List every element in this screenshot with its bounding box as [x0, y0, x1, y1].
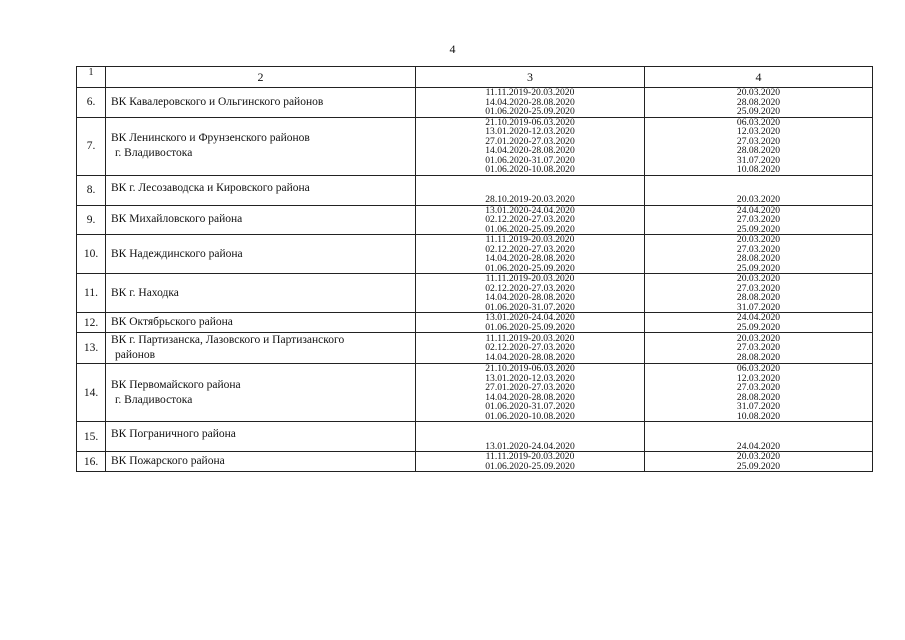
deadline-cell — [645, 88, 873, 118]
row-number: 15. — [77, 422, 106, 452]
period-cell — [416, 274, 645, 313]
period-line: 27.01.2020-27.03.2020 — [485, 135, 575, 147]
row-number: 7. — [77, 117, 106, 175]
table-row — [77, 333, 873, 364]
commission-name — [106, 117, 416, 175]
deadline-line: 25.09.2020 — [736, 321, 781, 333]
period-line: 14.04.2020-28.08.2020 — [485, 145, 575, 156]
deadline-line: 25.09.2020 — [736, 262, 781, 274]
deadline-line: 31.07.2020 — [736, 154, 781, 166]
header-col-1: 1 — [77, 67, 106, 88]
commission-name-line: ВК г. Находка — [111, 286, 179, 299]
period-line: 14.04.2020-28.08.2020 — [485, 96, 575, 108]
deadline-line: 20.03.2020 — [736, 332, 781, 344]
deadline-line: 28.08.2020 — [736, 253, 781, 264]
table-row — [77, 175, 873, 205]
period-line: 27.01.2020-27.03.2020 — [485, 382, 575, 393]
deadline-line: 25.09.2020 — [736, 460, 781, 472]
table-row — [77, 274, 873, 313]
period-line: 28.10.2019-20.03.2020 — [485, 194, 575, 205]
deadline-line: 28.08.2020 — [736, 391, 781, 403]
commission-name — [106, 88, 416, 118]
row-number: 10. — [77, 235, 106, 274]
deadline-line: 06.03.2020 — [736, 363, 781, 374]
commission-name — [106, 235, 416, 274]
period-line: 13.01.2020-24.04.2020 — [485, 440, 575, 452]
deadline-line: 24.04.2020 — [736, 312, 781, 323]
row-number: 8. — [77, 175, 106, 205]
period-line: 13.01.2020-12.03.2020 — [485, 372, 575, 384]
period-cell — [416, 235, 645, 274]
period-line: 14.04.2020-28.08.2020 — [485, 351, 575, 363]
commission-name — [106, 364, 416, 422]
row-number: 16. — [77, 452, 106, 472]
table-row — [77, 235, 873, 274]
deadline-line: 27.03.2020 — [736, 282, 781, 294]
deadline-cell — [645, 117, 873, 175]
table-row — [77, 452, 873, 472]
period-line: 11.11.2019-20.03.2020 — [485, 234, 575, 245]
period-line: 01.06.2020-31.07.2020 — [485, 401, 575, 412]
commission-name-line: ВК Михайловского района — [111, 213, 243, 226]
deadline-line: 20.03.2020 — [736, 87, 781, 98]
period-line: 14.04.2020-28.08.2020 — [485, 292, 575, 303]
period-cell — [416, 452, 645, 472]
period-line: 01.06.2020-25.09.2020 — [485, 106, 575, 117]
commission-name-line: ВК г. Лесозаводска и Кировского района — [111, 181, 310, 194]
deadline-line: 31.07.2020 — [736, 301, 781, 313]
row-number: 14. — [77, 364, 106, 422]
deadline-line: 10.08.2020 — [736, 410, 781, 422]
deadline-line: 28.08.2020 — [736, 145, 781, 156]
table-row — [77, 313, 873, 333]
period-line: 01.06.2020-25.09.2020 — [485, 262, 575, 274]
commission-name-line: ВК Пожарского района — [111, 455, 225, 467]
period-line: 14.04.2020-28.08.2020 — [485, 253, 575, 264]
deadline-cell — [645, 333, 873, 364]
deadline-line: 27.03.2020 — [736, 214, 781, 225]
period-cell — [416, 364, 645, 422]
period-cell — [416, 205, 645, 235]
period-cell — [416, 175, 645, 205]
commission-name — [106, 313, 416, 333]
deadline-line: 27.03.2020 — [736, 135, 781, 147]
deadline-line: 25.09.2020 — [736, 106, 781, 117]
period-line: 01.06.2020-31.07.2020 — [485, 301, 575, 313]
table-row — [77, 117, 873, 175]
period-line: 02.12.2020-27.03.2020 — [485, 342, 575, 354]
deadline-line: 12.03.2020 — [736, 372, 781, 384]
period-line: 11.11.2019-20.03.2020 — [485, 87, 575, 98]
deadline-line: 24.04.2020 — [736, 440, 781, 452]
header-col-3: 3 — [416, 67, 645, 88]
deadline-line: 27.03.2020 — [736, 382, 781, 393]
period-cell — [416, 88, 645, 118]
deadline-line: 20.03.2020 — [736, 194, 781, 205]
commission-name — [106, 205, 416, 235]
table-row — [77, 88, 873, 118]
period-line: 01.06.2020-10.08.2020 — [485, 410, 575, 422]
period-cell — [416, 333, 645, 364]
deadline-line: 20.03.2020 — [736, 234, 781, 245]
period-line: 11.11.2019-20.03.2020 — [485, 273, 575, 284]
period-line: 13.01.2020-24.04.2020 — [485, 312, 575, 323]
commission-name-line: ВК Ленинского и Фрунзенского районов — [111, 132, 310, 144]
deadline-line: 10.08.2020 — [736, 164, 781, 175]
deadline-line: 06.03.2020 — [736, 116, 781, 128]
commission-name-line: ВК Пограничного района — [111, 428, 236, 440]
row-number: 13. — [77, 333, 106, 364]
period-line: 11.11.2019-20.03.2020 — [485, 451, 575, 462]
table-row — [77, 205, 873, 235]
deadline-cell — [645, 235, 873, 274]
page-number: 4 — [449, 42, 456, 56]
period-line: 02.12.2020-27.03.2020 — [485, 243, 575, 255]
period-cell — [416, 313, 645, 333]
deadline-cell — [645, 364, 873, 422]
commission-name — [106, 452, 416, 472]
deadline-line: 12.03.2020 — [736, 126, 781, 137]
period-line: 01.06.2020-25.09.2020 — [485, 223, 575, 235]
period-line: 13.01.2020-12.03.2020 — [485, 126, 575, 137]
commission-name-line: ВК Кавалеровского и Ольгинского районов — [111, 95, 324, 108]
row-number: 12. — [77, 313, 106, 333]
period-line: 11.11.2019-20.03.2020 — [485, 332, 575, 344]
commission-name — [106, 333, 416, 364]
period-line: 01.06.2020-10.08.2020 — [485, 164, 575, 175]
period-line: 21.10.2019-06.03.2020 — [485, 363, 575, 374]
commission-name-line: ВК г. Партизанска, Лазовского и Партизанского — [111, 334, 345, 346]
commission-name-line: ВК Надеждинского района — [111, 247, 243, 260]
deadline-line: 24.04.2020 — [736, 204, 781, 216]
deadline-cell — [645, 313, 873, 333]
deadline-cell — [645, 205, 873, 235]
period-line: 01.06.2020-31.07.2020 — [485, 154, 575, 166]
row-number: 9. — [77, 205, 106, 235]
deadline-line: 28.08.2020 — [736, 351, 781, 363]
period-cell — [416, 117, 645, 175]
table-row — [77, 422, 873, 452]
deadline-line: 27.03.2020 — [736, 342, 781, 354]
commission-name-line: г. Владивостока — [115, 147, 193, 159]
commission-name-line: ВК Первомайского района — [111, 378, 241, 391]
commission-name-line: ВК Октябрьского района — [111, 316, 233, 328]
deadline-line: 31.07.2020 — [736, 401, 781, 412]
deadline-line: 25.09.2020 — [736, 223, 781, 235]
deadline-line: 20.03.2020 — [736, 273, 781, 284]
period-line: 14.04.2020-28.08.2020 — [485, 391, 575, 403]
deadline-line: 28.08.2020 — [736, 292, 781, 303]
commission-name-line: г. Владивостока — [115, 393, 193, 406]
commission-name — [106, 175, 416, 205]
header-col-4: 4 — [645, 67, 873, 88]
commission-name-line: районов — [115, 349, 156, 361]
deadline-cell — [645, 422, 873, 452]
row-number: 11. — [77, 274, 106, 313]
table-header-row — [77, 67, 873, 88]
period-cell — [416, 422, 645, 452]
commission-schedule-table — [76, 66, 873, 472]
deadline-line: 27.03.2020 — [736, 243, 781, 255]
commission-name — [106, 274, 416, 313]
deadline-cell — [645, 175, 873, 205]
period-line: 01.06.2020-25.09.2020 — [485, 460, 575, 472]
deadline-cell — [645, 452, 873, 472]
period-line: 01.06.2020-25.09.2020 — [485, 321, 575, 333]
header-col-2: 2 — [106, 67, 416, 88]
period-line: 13.01.2020-24.04.2020 — [485, 204, 575, 216]
deadline-line: 28.08.2020 — [736, 96, 781, 108]
deadline-cell — [645, 274, 873, 313]
commission-name — [106, 422, 416, 452]
period-line: 21.10.2019-06.03.2020 — [485, 116, 575, 128]
deadline-line: 20.03.2020 — [736, 451, 781, 462]
row-number: 6. — [77, 88, 106, 118]
table-row — [77, 364, 873, 422]
period-line: 02.12.2020-27.03.2020 — [485, 282, 575, 294]
period-line: 02.12.2020-27.03.2020 — [485, 214, 575, 225]
